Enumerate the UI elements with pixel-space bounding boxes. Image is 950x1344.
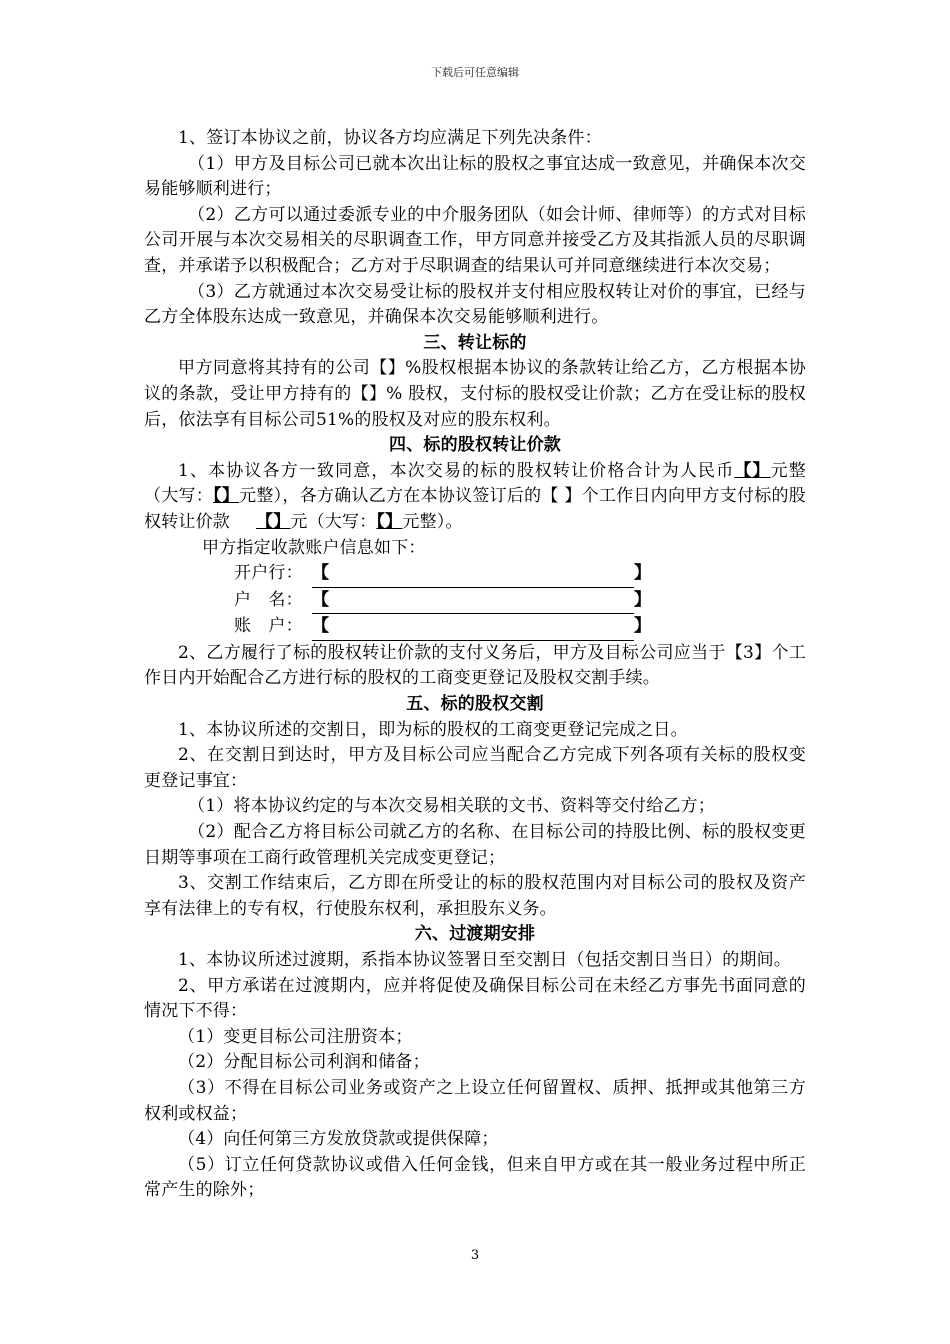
section-5-item-1: （1）将本协议约定的与本次交易相关联的文书、资料等交付给乙方； [188,796,716,817]
amount-blank: 【】 [734,460,771,481]
section-6-item-5: （5）订立任何贷款协议或借入任何金钱，但来自甲方或在其一般业务过程中所正常产生的除外； [144,1154,806,1201]
amount-blank: 【】 [376,511,403,532]
account-blank: 【 [312,614,634,641]
section-5-item-2: （2）配合乙方将目标公司就乙方的名称、在目标公司的持股比例、标的股权变更日期等事项在工商行政管理机关完成变更登记； [144,822,806,868]
section-heading-6: 六、过渡期安排 [414,924,536,945]
section-6-clause-2: 2、甲方承诺在过渡期内，应并将促使及确保目标公司在未经乙方事先书面同意的情况下不得： [144,975,806,1022]
condition-1: （1）甲方及目标公司已就本次出让标的股权之事宜达成一致意见，并确保本次交易能够顺利进行； [144,153,806,200]
clause-text: 元整）。 [402,511,463,532]
section-5-clause-1: 1、本协议所述的交割日，即为标的股权的工商变更登记完成之日。 [178,719,688,740]
page-header: 下载后可任意编辑 [431,66,519,79]
section-6-item-4: （4）向任何第三方发放贷款或提供保障； [178,1129,499,1150]
section-6-item-1: （1）变更目标公司注册资本； [178,1026,413,1047]
account-blank: 【 [312,588,634,615]
condition-3: （3）乙方就通过本次交易受让标的股权并支付相应股权转让对价的事宜，已经与乙方全体股东达成一致意见，并确保本次交易能够顺利进行。 [144,281,806,328]
account-row-number [144,614,806,641]
bracket-close: 】 [634,589,652,610]
section-5-clause-2: 2、在交割日到达时，甲方及目标公司应当配合乙方完成下列各项有关标的股权变更登记事宜： [144,745,806,791]
account-label: 开户行： [234,563,303,584]
clause-text: 元整），各方确认乙方在本协议签订后的【 】个工作日内向甲方支付标的股权转让价款 [144,486,807,532]
account-info [144,561,806,641]
condition-2: （2）乙方可以通过委派专业的中介服务团队（如会计师、律师等）的方式对目标公司开展与本次交易相关的尽职调查工作，甲方同意并接受乙方及其指派人员的尽职调查，并承诺予以积极配合；乙方对于尽职调查的结果认可并同意继续进行本次交易； [144,204,806,276]
account-row-name [144,588,806,615]
section-6-item-2: （2）分配目标公司利润和储备； [178,1052,430,1073]
section-4-clause-2: 2、乙方履行了标的股权转让价款的支付义务后，甲方及目标公司应当于【3】个工作日内开始配合乙方进行标的股权的工商变更登记及股权交割手续。 [144,642,806,689]
section-6-clause-1: 1、本协议所述过渡期，系指本协议签署日至交割日（包括交割日当日）的期间。 [178,950,792,970]
clause-text: 元（大写： [290,511,377,532]
clause-text: 1、本协议各方一致同意，本次交易的标的股权转让价格合计为人民币 [178,460,735,481]
document-body [144,126,806,1204]
amount-blank: 【】 [256,511,291,532]
section-heading-5: 五、标的股权交割 [406,694,544,715]
section-heading-4: 四、标的股权转让价款 [389,435,561,456]
account-blank: 【 [312,561,634,588]
section-6-item-3: （3）不得在目标公司业务或资产之上设立任何留置权、质押、抵押或其他第三方权利或权益； [144,1077,806,1124]
section-5-clause-3: 3、交割工作结束后，乙方即在所受让的标的股权范围内对目标公司的股权及资产享有法律上的专有权，行使股东权利，承担股东义务。 [144,873,806,919]
amount-blank: 【】 [213,486,240,507]
page-number: 3 [470,1248,480,1263]
account-row-bank [144,561,806,588]
clause-1: 1、签订本协议之前，协议各方均应满足下列先决条件： [178,128,602,148]
clause-text: 元整（大写： [144,460,807,507]
bracket-close: 】 [634,616,652,637]
section-heading-3: 三、转让标的 [423,332,527,353]
account-label: 账 户： [234,616,303,637]
bracket-close: 】 [634,563,652,584]
account-intro: 甲方指定收款账户信息如下： [202,537,426,558]
section-3-text: 甲方同意将其持有的公司【】%股权根据本协议的条款转让给乙方，乙方根据本协议的条款，受让甲方持有的【】% 股权，支付标的股权受让价款；乙方在受让标的股权后，依法享有目标公司51%的股权及对应的股东权利。 [144,358,806,430]
section-4-clause-1 [144,459,806,536]
account-label: 户 名： [234,589,303,610]
